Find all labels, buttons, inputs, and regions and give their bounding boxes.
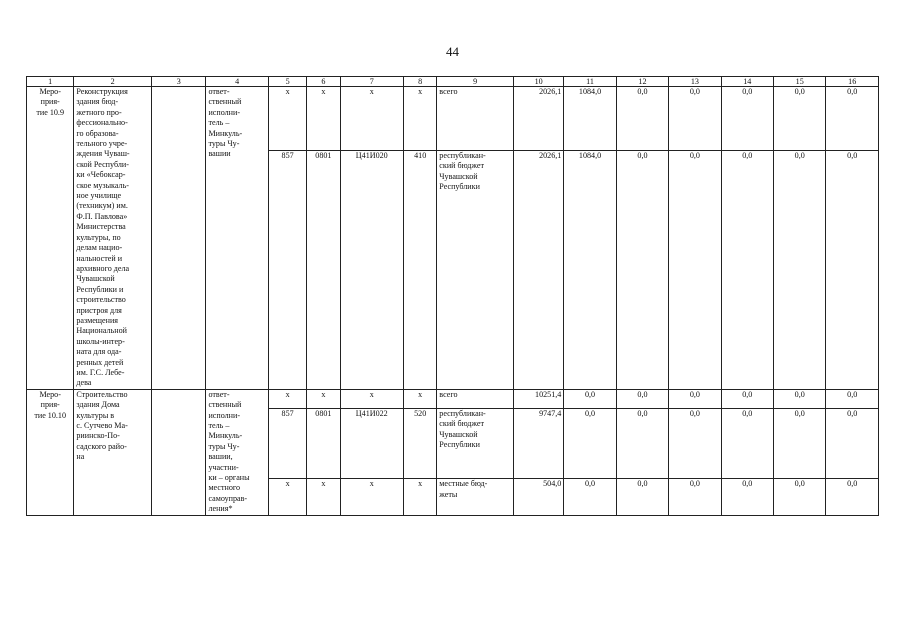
page-number: 44	[446, 44, 459, 59]
column-number-15: 15	[774, 77, 826, 87]
cell-code-expense: 410	[404, 150, 437, 389]
cell-value-col12: 0,0	[616, 87, 668, 151]
cell-value-col16: 0,0	[826, 389, 879, 408]
cell-value-col14: 0,0	[721, 389, 773, 408]
cell-value-col11: 0,0	[564, 389, 616, 408]
cell-value-col13: 0,0	[669, 87, 721, 151]
cell-code-section: 0801	[307, 150, 340, 389]
funding-source-line: всего	[439, 389, 458, 399]
measure-name	[74, 389, 152, 515]
funding-source-line: Чувашской	[439, 171, 478, 181]
measure-executor-line: туры Чу-	[208, 139, 240, 149]
measure-executor-line: участни-	[208, 462, 239, 472]
cell-funding-source	[437, 389, 514, 408]
cell-value-col11: 1084,0	[564, 150, 616, 389]
cell-value-col16: 0,0	[826, 150, 879, 389]
measure-executor-line: ответ-	[208, 87, 230, 96]
measure-name-line: садского райо-	[76, 441, 127, 451]
column-number-9: 9	[437, 77, 514, 87]
cell-value-col16: 0,0	[826, 408, 879, 479]
measure-executor-line: ления*	[208, 504, 233, 514]
cell-funding-source	[437, 408, 514, 479]
measure-name-line: го образова-	[76, 128, 119, 138]
funding-source-line: Республики	[439, 182, 480, 192]
measure-name-line: здания Дома	[76, 400, 120, 410]
cell-value-col10: 504,0	[513, 479, 563, 515]
cell-value-col15: 0,0	[774, 389, 826, 408]
measure-id-line: Меро-	[39, 87, 61, 96]
measure-executor-line: ственный	[208, 97, 242, 107]
column-number-5: 5	[268, 77, 306, 87]
measure-name-line: ренных детей	[76, 357, 124, 367]
cell-value-col14: 0,0	[721, 408, 773, 479]
measure-executor-line: местного	[208, 483, 241, 493]
cell-code-grbs: x	[268, 389, 306, 408]
measure-id-line: прия-	[40, 400, 60, 410]
measure-name-line: Национальной	[76, 326, 127, 336]
measure-executor-line: исполни-	[208, 410, 241, 420]
cell-value-col10: 10251,4	[513, 389, 563, 408]
measure-name-line: здания бюд-	[76, 97, 119, 107]
measure-name-line: школы-интер-	[76, 336, 125, 346]
measure-name-line: ное училище	[76, 191, 122, 201]
measure-name-line: Ф.П. Павлова»	[76, 211, 128, 221]
column-number-16: 16	[826, 77, 879, 87]
measure-executor-line: вашии	[208, 149, 231, 159]
measure-name-line: ждения Чуваш-	[76, 149, 130, 159]
cell-code-grbs: x	[268, 87, 306, 151]
cell-code-section: x	[307, 389, 340, 408]
column-number-8: 8	[404, 77, 437, 87]
measure-executor-line: вашии,	[208, 452, 233, 462]
cell-value-col11: 0,0	[564, 479, 616, 515]
measure-executor	[206, 87, 269, 390]
cell-funding-source	[437, 150, 514, 389]
cell-value-col15: 0,0	[774, 87, 826, 151]
cell-code-target: Ц41И022	[340, 408, 404, 479]
funding-source-line: всего	[439, 87, 458, 96]
cell-value-col12: 0,0	[616, 389, 668, 408]
cell-value-col14: 0,0	[721, 150, 773, 389]
measure-name-line: ское музыкаль-	[76, 180, 129, 190]
measure-executor-line: тель –	[208, 118, 230, 128]
funding-source-line: Республики	[439, 439, 480, 449]
measure-col3	[152, 87, 206, 390]
cell-value-col15: 0,0	[774, 150, 826, 389]
column-number-12: 12	[616, 77, 668, 87]
cell-code-expense: x	[404, 479, 437, 515]
funding-source-line: республикан-	[439, 408, 486, 418]
cell-code-section: x	[307, 479, 340, 515]
cell-code-expense: x	[404, 389, 437, 408]
cell-value-col10: 2026,1	[513, 150, 563, 389]
measure-name-line: культуры в	[76, 410, 115, 420]
measure-name-line: на	[76, 452, 85, 462]
measures-table	[26, 76, 879, 516]
funding-source-line: республикан-	[439, 150, 486, 160]
measure-executor-line: исполни-	[208, 107, 241, 117]
column-number-2: 2	[74, 77, 152, 87]
measure-name-line: (техникум) им.	[76, 201, 128, 211]
cell-value-col15: 0,0	[774, 479, 826, 515]
cell-value-col12: 0,0	[616, 150, 668, 389]
cell-code-target: x	[340, 479, 404, 515]
cell-code-grbs: x	[268, 479, 306, 515]
measure-name-line: тельного учре-	[76, 139, 128, 149]
funding-source-line: местные бюд-	[439, 479, 488, 489]
measure-col3	[152, 389, 206, 515]
funding-source-line: ский бюджет	[439, 161, 484, 171]
measure-name-line: им. Г.С. Лебе-	[76, 367, 125, 377]
column-number-14: 14	[721, 77, 773, 87]
measure-name-line: делам нацио-	[76, 243, 123, 253]
measure-name-line: пристроя для	[76, 305, 122, 315]
cell-value-col14: 0,0	[721, 479, 773, 515]
cell-value-col13: 0,0	[669, 389, 721, 408]
funding-source-line: Чувашской	[439, 429, 478, 439]
measure-name-line: размещения	[76, 315, 119, 325]
measure-name	[74, 87, 152, 390]
cell-code-expense: x	[404, 87, 437, 151]
measure-name-line: Строительство	[76, 389, 128, 399]
measure-name-line: строительство	[76, 295, 126, 305]
cell-value-col12: 0,0	[616, 408, 668, 479]
funding-source-line: ский бюджет	[439, 419, 484, 429]
cell-code-target: Ц41И020	[340, 150, 404, 389]
measure-id-line: тие 10.9	[36, 107, 65, 117]
measure-executor-line: Минкуль-	[208, 431, 243, 441]
column-number-3: 3	[152, 77, 206, 87]
table-row	[27, 389, 879, 408]
measure-name-line: дева	[76, 378, 92, 388]
measure-name-line: архивного дела	[76, 263, 130, 273]
cell-code-target: x	[340, 389, 404, 408]
cell-code-section: x	[307, 87, 340, 151]
measure-name-line: нальностей и	[76, 253, 123, 263]
cell-funding-source	[437, 87, 514, 151]
measure-name-line: Реконструкция	[76, 87, 128, 96]
column-number-4: 4	[206, 77, 269, 87]
measure-executor	[206, 389, 269, 515]
cell-value-col16: 0,0	[826, 479, 879, 515]
cell-value-col10: 9747,4	[513, 408, 563, 479]
measure-name-line: культуры, по	[76, 232, 121, 242]
measure-id-line: тие 10.10	[34, 410, 67, 420]
measure-name-line: жетного про-	[76, 107, 122, 117]
column-number-6: 6	[307, 77, 340, 87]
cell-value-col11: 0,0	[564, 408, 616, 479]
measure-name-line: с. Сутчево Ма-	[76, 421, 128, 430]
measure-name-line: Республики и	[76, 284, 124, 294]
measure-id-line: Меро-	[39, 389, 61, 399]
measure-executor-line: Минкуль-	[208, 128, 243, 138]
cell-value-col11: 1084,0	[564, 87, 616, 151]
cell-funding-source	[437, 479, 514, 515]
column-number-13: 13	[669, 77, 721, 87]
cell-code-expense: 520	[404, 408, 437, 479]
measure-executor-line: ственный	[208, 400, 242, 410]
measure-executor-line: туры Чу-	[208, 441, 240, 451]
measure-name-line: ната для ода-	[76, 347, 122, 357]
measure-name-line: ки «Чебоксар-	[76, 170, 126, 180]
funding-source-line: жеты	[439, 489, 458, 499]
cell-value-col13: 0,0	[669, 150, 721, 389]
cell-value-col10: 2026,1	[513, 87, 563, 151]
measure-id	[27, 389, 74, 515]
cell-value-col15: 0,0	[774, 408, 826, 479]
column-number-11: 11	[564, 77, 616, 87]
cell-code-grbs: 857	[268, 408, 306, 479]
cell-value-col12: 0,0	[616, 479, 668, 515]
measure-id	[27, 87, 74, 390]
column-number-7: 7	[340, 77, 404, 87]
cell-value-col13: 0,0	[669, 408, 721, 479]
measure-name-line: Министерства	[76, 222, 126, 232]
measure-executor-line: ответ-	[208, 389, 230, 399]
measure-name-line: ской Республи-	[76, 159, 129, 169]
measure-executor-line: самоуправ-	[208, 493, 248, 503]
table-row	[27, 87, 879, 151]
column-number-10: 10	[513, 77, 563, 87]
measure-executor-line: тель –	[208, 421, 230, 430]
measure-name-line: риинско-По-	[76, 431, 120, 441]
cell-value-col14: 0,0	[721, 87, 773, 151]
cell-code-grbs: 857	[268, 150, 306, 389]
cell-value-col13: 0,0	[669, 479, 721, 515]
cell-code-section: 0801	[307, 408, 340, 479]
measure-id-line: прия-	[40, 97, 60, 107]
measure-name-line: фессионально-	[76, 118, 128, 128]
column-number-1: 1	[27, 77, 74, 87]
header-row	[27, 77, 879, 87]
cell-value-col16: 0,0	[826, 87, 879, 151]
measure-name-line: Чувашской	[76, 274, 115, 284]
measure-executor-line: ки – органы	[208, 473, 250, 483]
cell-code-target: x	[340, 87, 404, 151]
